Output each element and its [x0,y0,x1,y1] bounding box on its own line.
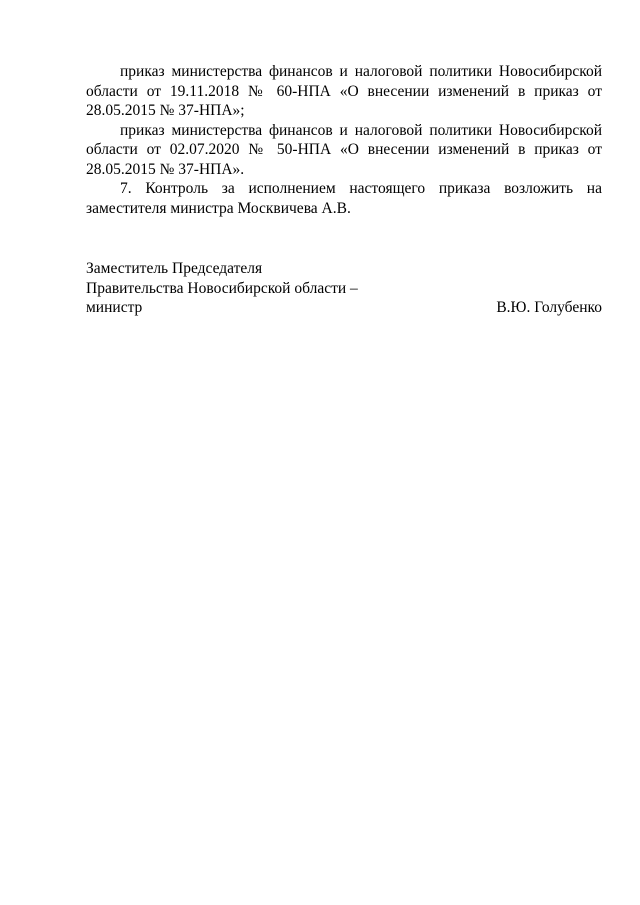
signer-position-line-2: Правительства Новосибирской области – [86,279,358,297]
signer-position-line-1: Заместитель Председателя [86,260,263,277]
paragraph-order-amendment-2020: приказ министерства финансов и налоговой политики Новосибирской области от 02.07.2020 № 50-НПА «О внесении изменений в приказ от 28.05.2015 № 37-НПА». [86,121,602,178]
signer-name: В.Ю. Голубенко [496,299,602,316]
paragraph-order-amendment-2018: приказ министерства финансов и налоговой политики Новосибирской области от 19.11.2018 № 60-НПА «О внесении изменений в приказ от 28.05.2015 № 37-НПА»; [86,63,602,119]
signature-block [86,259,602,318]
document-body [86,62,602,218]
paragraph-control-clause: 7. Контроль за исполнением настоящего приказа возложить на заместителя министра Москвичева А.В. [86,180,602,217]
signer-position-line-3: министр [86,299,143,316]
signature-row [86,298,602,318]
